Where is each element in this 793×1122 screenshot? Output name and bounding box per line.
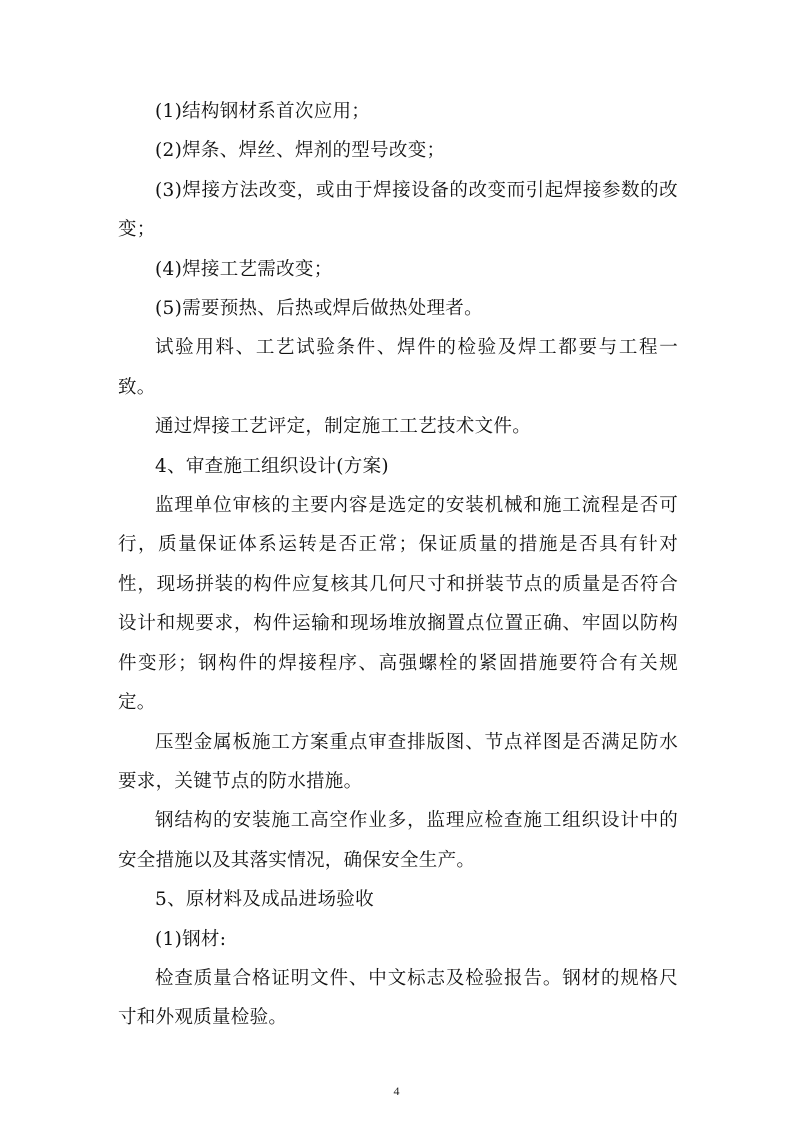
paragraph-safety-measures: 钢结构的安装施工高空作业多，监理应检查施工组织设计中的安全措施以及其落实情况，确保安全生产。 bbox=[118, 810, 678, 871]
paragraph-test-consistency: 试验用料、工艺试验条件、焊件的检验及焊工都要与工程一致。 bbox=[118, 337, 678, 398]
paragraph-method-change: (3)焊接方法改变，或由于焊接设备的改变而引起焊接参数的改变； bbox=[118, 179, 678, 241]
paragraph-electrode-change: (2)焊条、焊丝、焊剂的型号改变； bbox=[155, 140, 446, 162]
paragraph-steel-inspection: 检查质量合格证明文件、中文标志及检验报告。钢材的规格尺寸和外观质量检验。 bbox=[118, 967, 678, 1029]
paragraph-review-content: 监理单位审核的主要内容是选定的安装机械和施工流程是否可行，质量保证体系运转是否正常；保证质量的措施是否具有针对性，现场拼装的构件应复核其几何尺寸和拼装节点的质量是否符合设计和规要求，构件运输和现场堆放搁置点位置正确、牢固以防构件变形；钢构件的焊接程序、高强螺栓的紧固措施要符合有关规定。 bbox=[118, 495, 678, 714]
paragraph-material-first-use: (1)结构钢材系首次应用； bbox=[155, 101, 371, 122]
paragraph-heat-treatment: (5)需要预热、后热或焊后做热处理者。 bbox=[155, 298, 483, 320]
paragraph-metal-sheet-plan: 压型金属板施工方案重点审查排版图、节点祥图是否满足防水要求，关键节点的防水措施。 bbox=[118, 731, 678, 792]
document-body bbox=[118, 92, 678, 1038]
paragraph-process-change: (4)焊接工艺需改变； bbox=[155, 258, 333, 280]
subheading-steel: (1)钢材: bbox=[155, 928, 227, 950]
paragraph-process-documents: 通过焊接工艺评定，制定施工工艺技术文件。 bbox=[155, 416, 532, 438]
page-number: 4 bbox=[393, 1084, 400, 1098]
section-heading-4: 4、审查施工组织设计(方案) bbox=[155, 455, 389, 477]
section-heading-5: 5、原材料及成品进场验收 bbox=[155, 889, 374, 911]
